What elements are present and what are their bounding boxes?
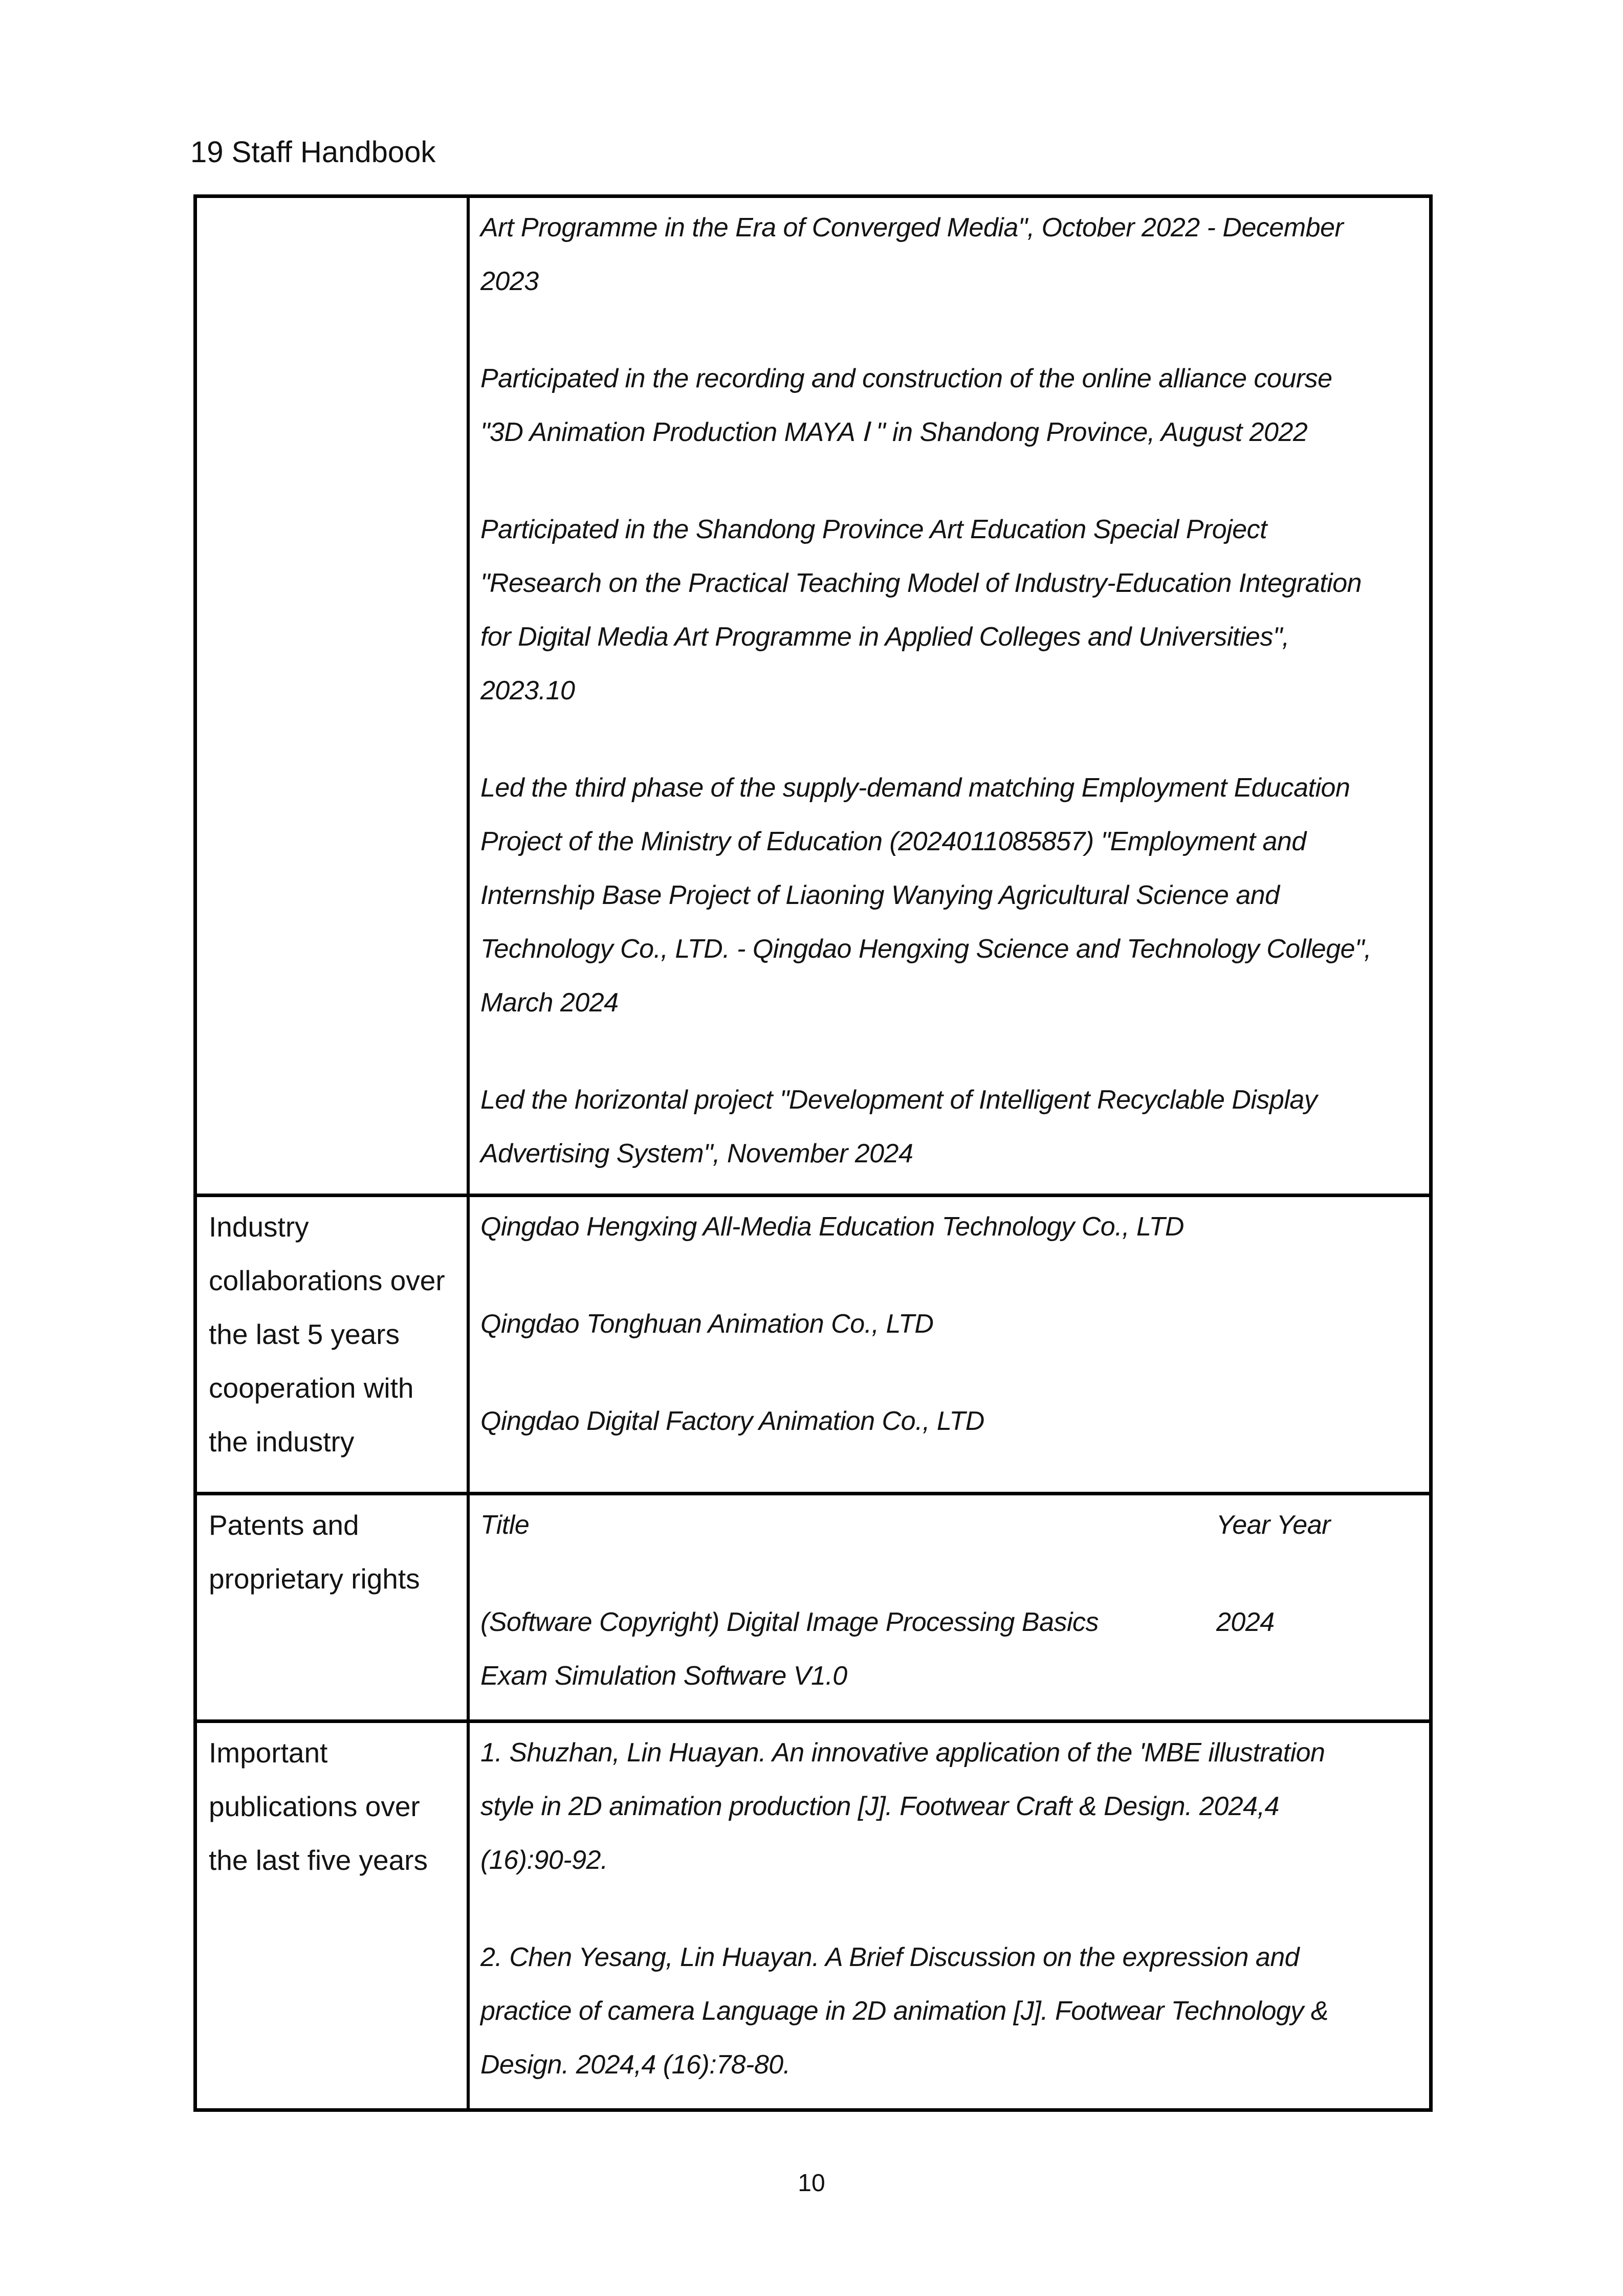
paragraph <box>480 503 1424 718</box>
label-line: Patents and <box>209 1509 359 1541</box>
paragraph <box>480 352 1424 459</box>
label-line: publications over <box>209 1791 420 1822</box>
row-label-cell <box>197 1723 470 2108</box>
text-line: 1. Shuzhan, Lin Huayan. An innovative application of the 'MBE illustration <box>480 1738 1325 1768</box>
label-line: the last five years <box>209 1844 428 1876</box>
patents-header-line <box>480 1498 1424 1552</box>
patents-title-header: Title <box>480 1510 530 1540</box>
patent-title-line: Exam Simulation Software V1.0 <box>480 1661 847 1691</box>
label-line: the last 5 years <box>209 1318 400 1350</box>
row-content-cell <box>470 1197 1429 1492</box>
text-line: Led the horizontal project "Development of Intelligent Recyclable Display <box>480 1085 1318 1115</box>
row-label-cell <box>197 198 470 1194</box>
patent-year: 2024 <box>1216 1607 1275 1637</box>
label-line: the industry <box>209 1426 355 1458</box>
row-content-cell <box>470 198 1429 1194</box>
text-line: style in 2D animation production [J]. Footwear Craft & Design. 2024,4 <box>480 1792 1279 1821</box>
paragraph <box>480 761 1424 1030</box>
row-content-cell <box>470 1723 1429 2108</box>
paragraph <box>480 1073 1424 1181</box>
text-line: Technology Co., LTD. - Qingdao Hengxing Science and Technology College", <box>480 934 1371 964</box>
paragraph <box>480 1931 1424 2092</box>
text-line: for Digital Media Art Programme in Applied Colleges and Universities", <box>480 622 1289 652</box>
text-line: Qingdao Hengxing All-Media Education Technology Co., LTD <box>480 1212 1184 1242</box>
text-line: Participated in the Shandong Province Art Education Special Project <box>480 515 1267 544</box>
paragraph <box>480 201 1424 308</box>
text-line: practice of camera Language in 2D animation [J]. Footwear Technology & <box>480 1996 1328 2026</box>
text-line: "Research on the Practical Teaching Model of Industry-Education Integration <box>480 568 1362 598</box>
label-line: cooperation with <box>209 1372 414 1404</box>
text-line: Led the third phase of the supply-demand matching Employment Education <box>480 773 1350 803</box>
paragraph <box>480 1395 1424 1448</box>
text-line: 2. Chen Yesang, Lin Huayan. A Brief Discussion on the expression and <box>480 1942 1300 1972</box>
table-row-patents <box>197 1495 1429 1723</box>
patents-year-header: Year Year <box>1216 1510 1330 1540</box>
label-line: proprietary rights <box>209 1563 420 1595</box>
paragraph <box>480 1200 1424 1254</box>
text-line: Project of the Ministry of Education (2024011085857) "Employment and <box>480 827 1306 856</box>
text-line: (16):90-92. <box>480 1845 608 1875</box>
paragraph <box>480 1297 1424 1351</box>
text-line: Design. 2024,4 (16):78-80. <box>480 2050 791 2080</box>
page-number: 10 <box>798 2170 825 2197</box>
label-line: Important <box>209 1737 328 1769</box>
label-line: collaborations over <box>209 1265 445 1296</box>
text-line: Participated in the recording and construction of the online alliance course <box>480 364 1332 393</box>
page-header-title: 19 Staff Handbook <box>190 136 436 169</box>
text-line: Qingdao Tonghuan Animation Co., LTD <box>480 1309 934 1339</box>
text-line: "3D Animation Production MAYA Ⅰ " in Shandong Province, August 2022 <box>480 417 1308 447</box>
staff-table <box>193 194 1433 2112</box>
row-label-cell <box>197 1197 470 1492</box>
table-row-industry-collaborations <box>197 1197 1429 1495</box>
text-line: Qingdao Digital Factory Animation Co., LTD <box>480 1406 984 1436</box>
patent-title-line: (Software Copyright) Digital Image Processing Basics <box>480 1607 1099 1637</box>
text-line: Internship Base Project of Liaoning Wanying Agricultural Science and <box>480 880 1280 910</box>
text-line: 2023.10 <box>480 676 575 705</box>
row-content-cell <box>470 1495 1429 1719</box>
row-label-cell <box>197 1495 470 1719</box>
text-line: Art Programme in the Era of Converged Media", October 2022 - December <box>480 213 1344 242</box>
table-row-publications <box>197 1723 1429 2108</box>
text-line: 2023 <box>480 267 539 296</box>
text-line: Advertising System", November 2024 <box>480 1139 913 1168</box>
paragraph <box>480 1726 1424 1887</box>
patent-entry <box>480 1596 1424 1703</box>
table-row-continuation <box>197 198 1429 1197</box>
label-line: Industry <box>209 1211 309 1243</box>
text-line: March 2024 <box>480 988 619 1018</box>
